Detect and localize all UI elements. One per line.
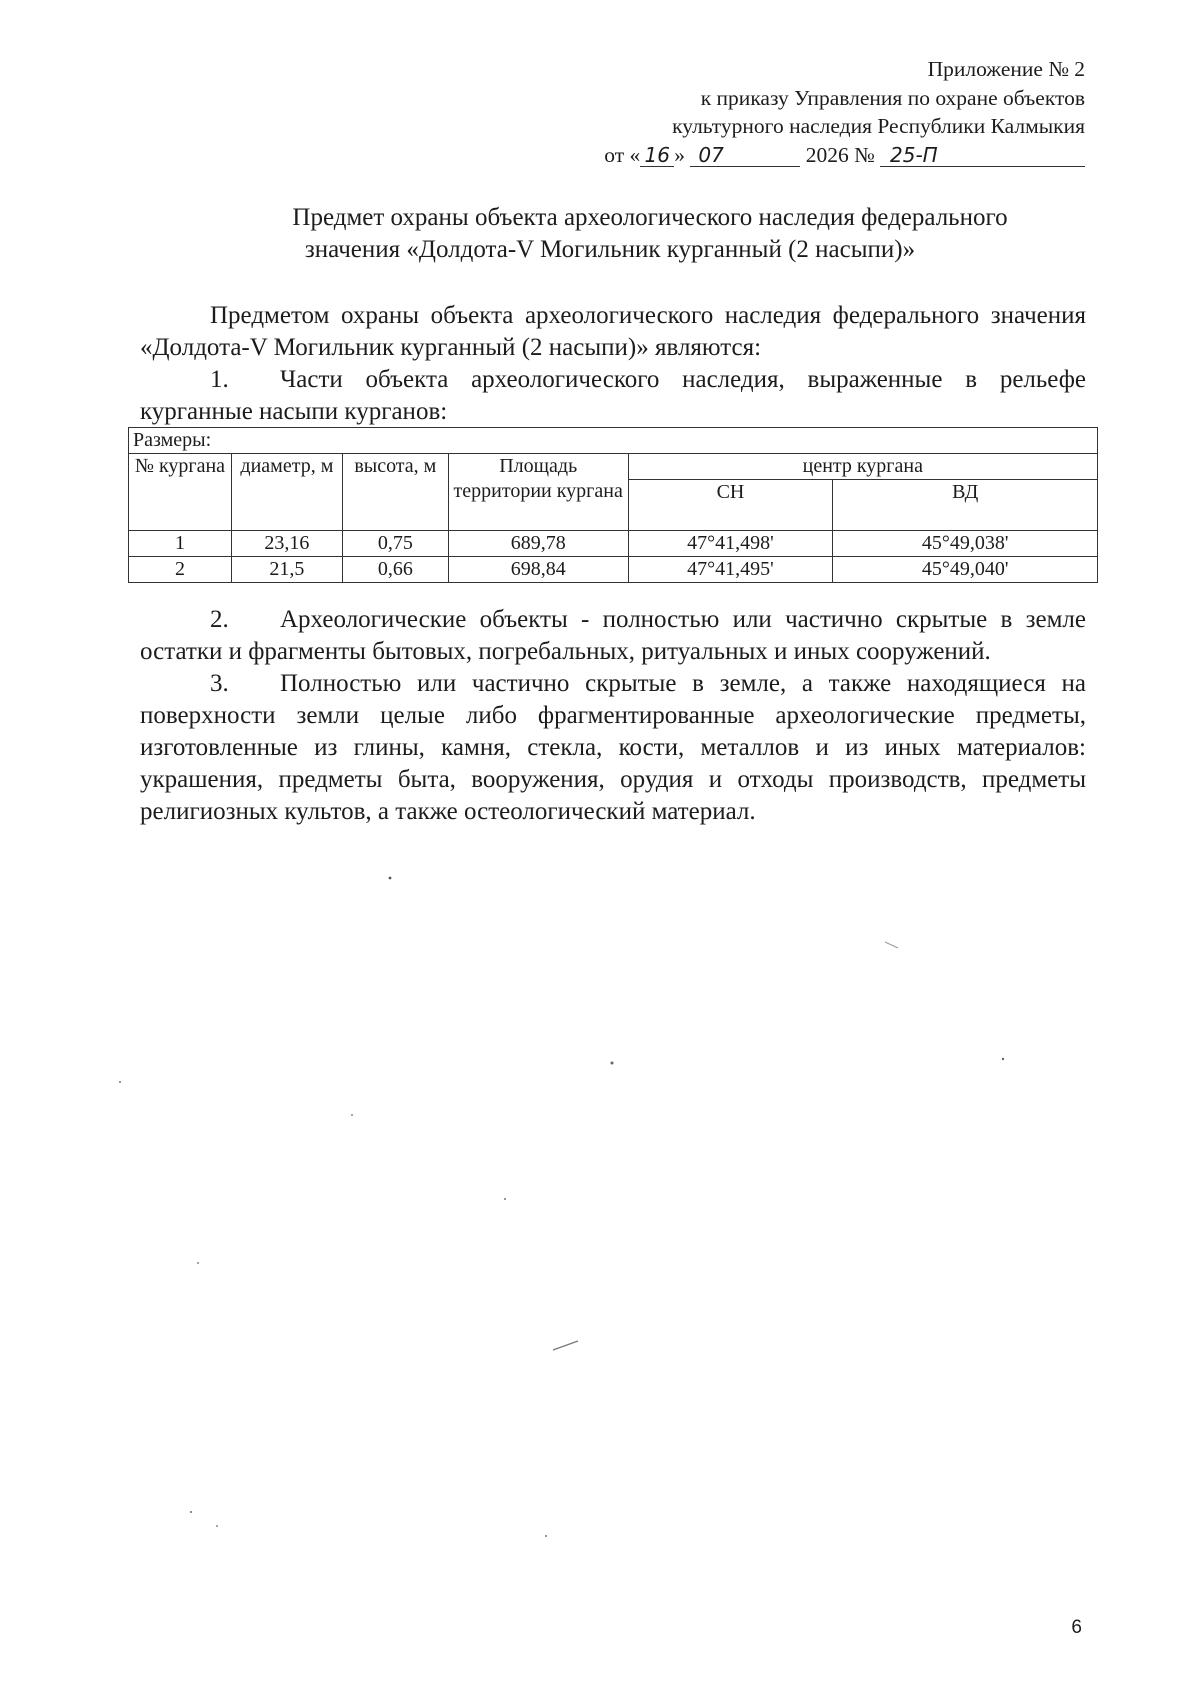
cell-height: 0,66 bbox=[342, 557, 448, 583]
mound-dimensions-table bbox=[128, 427, 1098, 583]
cell-diameter: 23,16 bbox=[231, 531, 342, 557]
list-item-text: Археологические объекты - полностью или частично скрытые в земле остатки и фрагменты бытовых, погребальных, ритуальных и иных сооружений. bbox=[140, 606, 1086, 665]
list-item-number: 2. bbox=[210, 606, 229, 633]
table-row bbox=[129, 531, 1098, 557]
list-item-text: Полностью или частично скрытые в земле, а также находящиеся на поверхности земли целые либо фрагментированные археологические предметы, изготовленные из глины, камня, стекла, кости, металлов и из иных материалов: украшения, предметы быта, вооружения, орудия и отходы производств, предметы религиозных культов, а также остеологический материал. bbox=[140, 670, 1086, 825]
table-row bbox=[129, 557, 1098, 583]
cell-height: 0,75 bbox=[342, 531, 448, 557]
annex-header bbox=[604, 55, 1085, 169]
title-line-1: Предмет охраны объекта археологического наследия федерального bbox=[292, 204, 1008, 231]
header-longitude: ВД bbox=[833, 480, 1098, 531]
cell-mound-number: 2 bbox=[129, 557, 232, 583]
cell-mound-number: 1 bbox=[129, 531, 232, 557]
document-body-upper bbox=[140, 300, 1086, 428]
cell-longitude: 45°49,038' bbox=[833, 531, 1098, 557]
cell-area: 689,78 bbox=[448, 531, 628, 557]
list-item bbox=[140, 364, 1086, 428]
header-mound-number: № кургана bbox=[129, 454, 232, 531]
list-item bbox=[140, 668, 1086, 828]
list-item-text: Части объекта археологического наследия, выраженные в рельефе курганные насыпи курганов: bbox=[140, 366, 1086, 425]
handwritten-order-number: 25-П bbox=[880, 144, 1085, 167]
header-area: Площадь территории кургана bbox=[448, 454, 628, 531]
list-item-number: 1. bbox=[210, 366, 229, 393]
cell-diameter: 21,5 bbox=[231, 557, 342, 583]
order-date-line bbox=[604, 141, 1085, 170]
handwritten-day: 16 bbox=[640, 144, 674, 167]
header-latitude: СН bbox=[628, 480, 833, 531]
title-line-2: значения «Долдота-V Могильник курганный (2 насыпи)» bbox=[304, 236, 916, 263]
cell-area: 698,84 bbox=[448, 557, 628, 583]
cell-longitude: 45°49,040' bbox=[833, 557, 1098, 583]
handwritten-month: 07 bbox=[690, 144, 800, 167]
annex-line-3: культурного наследия Республики Калмыкия bbox=[672, 114, 1085, 138]
list-item-number: 3. bbox=[210, 670, 229, 697]
list-item bbox=[140, 604, 1086, 668]
header-height: высота, м bbox=[342, 454, 448, 531]
cell-latitude: 47°41,498' bbox=[628, 531, 833, 557]
date-prefix: от « bbox=[604, 142, 641, 167]
document-title bbox=[200, 202, 1100, 266]
intro-paragraph: Предметом охраны объекта археологического наследия федерального значения «Долдота-V Могильник курганный (2 насыпи)» являются: bbox=[140, 302, 1086, 361]
page-number: 6 bbox=[1071, 1617, 1082, 1638]
cell-latitude: 47°41,495' bbox=[628, 557, 833, 583]
date-day-close: » bbox=[674, 142, 685, 167]
header-mound-center: центр кургана bbox=[628, 454, 1097, 480]
annex-line-1: Приложение № 2 bbox=[927, 57, 1085, 81]
document-body-lower bbox=[140, 604, 1086, 828]
annex-line-2: к приказу Управления по охране объектов bbox=[700, 85, 1085, 110]
order-year-number-label: 2026 № bbox=[805, 142, 875, 167]
table-caption: Размеры: bbox=[129, 428, 1098, 454]
header-diameter: диаметр, м bbox=[231, 454, 342, 531]
